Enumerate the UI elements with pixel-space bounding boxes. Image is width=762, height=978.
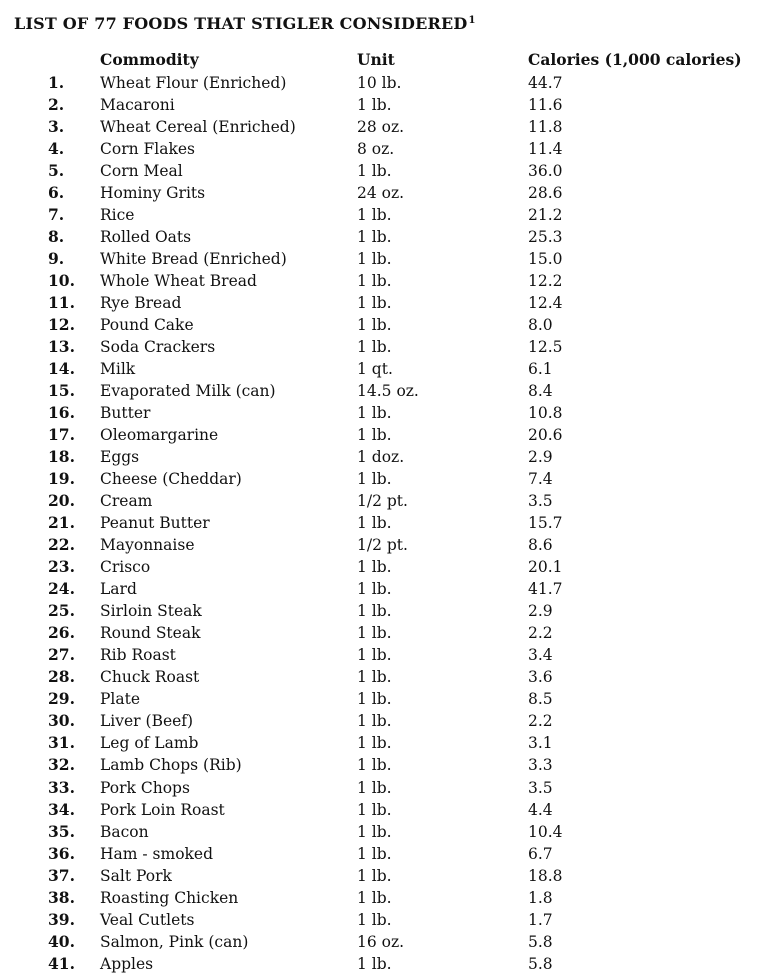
calories-cell: 6.7 [528,844,553,863]
commodity-cell: Macaroni [100,96,175,115]
unit-cell: 1 doz. [357,448,405,467]
table-row [0,821,762,843]
row-number: 33. [48,777,75,797]
commodity-cell: Chuck Roast [100,668,200,687]
calories-cell: 11.4 [528,140,563,159]
table-row [0,754,762,776]
commodity-cell: Rye Bread [100,294,182,313]
commodity-cell: Pork Chops [100,778,190,797]
commodity-cell: Cheese (Cheddar) [100,470,242,489]
table-row [0,644,762,666]
calories-cell: 3.6 [528,668,553,687]
row-number: 8. [48,227,65,247]
row-number: 11. [48,293,75,313]
unit-cell: 14.5 oz. [357,382,419,401]
row-number: 39. [48,909,75,929]
unit-cell: 1 lb. [357,734,392,753]
calories-cell: 10.4 [528,822,563,841]
row-number: 24. [48,579,75,599]
row-number: 6. [48,183,65,203]
unit-cell: 10 lb. [357,74,402,92]
calories-cell: 12.2 [528,272,563,291]
row-number: 28. [48,667,75,687]
commodity-cell: Rice [100,206,135,225]
calories-cell: 1.7 [528,910,553,929]
commodity-cell: Corn Meal [100,162,183,181]
table-row [0,843,762,865]
row-number: 25. [48,601,75,621]
calories-cell: 3.3 [528,756,553,775]
unit-cell: 1 lb. [357,888,392,907]
unit-cell: 1 lb. [357,96,392,115]
commodity-cell: Wheat Flour (Enriched) [100,74,287,92]
commodity-cell: Roasting Chicken [100,888,239,907]
commodity-cell: Apples [100,954,154,973]
unit-cell: 1/2 pt. [357,536,408,555]
unit-cell: 8 oz. [357,140,395,159]
calories-cell: 2.2 [528,624,553,643]
row-number: 16. [48,403,75,423]
table-row [0,732,762,754]
table-row [0,270,762,292]
commodity-cell: Butter [100,404,151,423]
unit-cell: 1 lb. [357,558,392,577]
unit-cell: 1 lb. [357,690,392,709]
calories-cell: 21.2 [528,206,563,225]
unit-cell: 1 lb. [357,250,392,269]
unit-cell: 1 lb. [357,404,392,423]
commodity-cell: Wheat Cereal (Enriched) [100,118,296,137]
commodity-cell: Eggs [100,448,140,467]
unit-cell: 24 oz. [357,184,405,203]
commodity-cell: Lamb Chops (Rib) [100,756,242,775]
calories-cell: 2.9 [528,448,553,467]
commodity-cell: Rib Roast [100,646,176,665]
unit-cell: 1 lb. [357,470,392,489]
row-number: 34. [48,799,75,819]
row-number: 36. [48,843,75,863]
unit-cell: 1 lb. [357,316,392,335]
calories-cell: 5.8 [528,954,553,973]
commodity-cell: Crisco [100,558,151,577]
calories-cell: 41.7 [528,580,563,599]
commodity-cell: Whole Wheat Bread [100,272,257,291]
commodity-cell: Veal Cutlets [100,910,195,929]
unit-cell: 1 lb. [357,162,392,181]
header-calories: Calories (1,000 calories) [528,50,742,69]
commodity-cell: Salt Pork [100,866,172,885]
commodity-cell: Cream [100,492,153,511]
row-number: 7. [48,205,65,225]
commodity-cell: Sirloin Steak [100,602,202,621]
row-number: 14. [48,359,75,379]
calories-cell: 8.5 [528,690,553,709]
calories-cell: 36.0 [528,162,563,181]
calories-cell: 8.0 [528,316,553,335]
table-row [0,799,762,821]
commodity-cell: Bacon [100,822,149,841]
calories-cell: 15.0 [528,250,563,269]
row-number: 21. [48,513,75,533]
row-number: 3. [48,117,65,137]
unit-cell: 1 lb. [357,426,392,445]
unit-cell: 1 lb. [357,712,392,731]
commodity-cell: Pound Cake [100,316,194,335]
table-row [0,622,762,644]
row-number: 18. [48,447,75,467]
table-row [0,182,762,204]
row-number: 5. [48,161,65,181]
table-row [0,688,762,710]
commodity-cell: Milk [100,360,136,379]
table-row [0,358,762,380]
row-number: 10. [48,271,75,291]
food-table [0,72,762,975]
commodity-cell: Ham - smoked [100,844,214,863]
calories-cell: 18.8 [528,866,563,885]
calories-cell: 2.9 [528,602,553,621]
commodity-cell: Round Steak [100,624,201,643]
table-row [0,512,762,534]
row-number: 13. [48,337,75,357]
unit-cell: 16 oz. [357,932,405,951]
table-row [0,777,762,799]
document-title [14,14,476,33]
row-number: 30. [48,711,75,731]
unit-cell: 1 lb. [357,624,392,643]
commodity-cell: Peanut Butter [100,514,210,533]
row-number: 12. [48,315,75,335]
row-number: 1. [48,73,65,92]
commodity-cell: Leg of Lamb [100,734,199,753]
row-number: 37. [48,865,75,885]
row-number: 23. [48,557,75,577]
calories-cell: 11.8 [528,118,563,137]
table-row [0,490,762,512]
commodity-cell: Corn Flakes [100,140,195,159]
calories-cell: 4.4 [528,800,553,819]
unit-cell: 1 lb. [357,206,392,225]
unit-cell: 1 lb. [357,338,392,357]
calories-cell: 28.6 [528,184,563,203]
table-row [0,953,762,975]
table-row [0,865,762,887]
unit-cell: 28 oz. [357,118,405,137]
unit-cell: 1 lb. [357,602,392,621]
calories-cell: 5.8 [528,932,553,951]
calories-cell: 3.4 [528,646,553,665]
commodity-cell: Plate [100,690,141,709]
row-number: 9. [48,249,65,269]
table-row [0,336,762,358]
unit-cell: 1 lb. [357,294,392,313]
unit-cell: 1 lb. [357,778,392,797]
unit-cell: 1 lb. [357,228,392,247]
calories-cell: 20.6 [528,426,563,445]
table-row [0,909,762,931]
unit-cell: 1 lb. [357,910,392,929]
calories-cell: 6.1 [528,360,553,379]
calories-cell: 20.1 [528,558,563,577]
row-number: 35. [48,821,75,841]
row-number: 38. [48,887,75,907]
row-number: 20. [48,491,75,511]
commodity-cell: Pork Loin Roast [100,800,225,819]
row-number: 27. [48,645,75,665]
unit-cell: 1 qt. [357,360,393,379]
table-row [0,600,762,622]
calories-cell: 2.2 [528,712,553,731]
title-footnote-marker: 1 [468,15,476,26]
unit-cell: 1 lb. [357,822,392,841]
unit-cell: 1 lb. [357,756,392,775]
row-number: 22. [48,535,75,555]
unit-cell: 1 lb. [357,844,392,863]
row-number: 32. [48,755,75,775]
calories-cell: 3.5 [528,778,553,797]
table-row [0,292,762,314]
commodity-cell: Liver (Beef) [100,712,194,731]
commodity-cell: White Bread (Enriched) [100,250,287,269]
table-row [0,160,762,182]
table-row [0,666,762,688]
table-row [0,578,762,600]
table-row [0,931,762,953]
table-row [0,402,762,424]
commodity-cell: Mayonnaise [100,536,195,555]
calories-cell: 12.5 [528,338,563,357]
unit-cell: 1 lb. [357,668,392,687]
calories-cell: 25.3 [528,228,563,247]
table-row [0,534,762,556]
table-row [0,887,762,909]
commodity-cell: Evaporated Milk (can) [100,382,276,401]
row-number: 4. [48,139,65,159]
calories-cell: 11.6 [528,96,563,115]
unit-cell: 1/2 pt. [357,492,408,511]
row-number: 40. [48,931,75,951]
table-row [0,94,762,116]
unit-cell: 1 lb. [357,866,392,885]
row-number: 19. [48,469,75,489]
commodity-cell: Lard [100,580,137,599]
commodity-cell: Soda Crackers [100,338,216,357]
calories-cell: 8.4 [528,382,553,401]
unit-cell: 1 lb. [357,646,392,665]
calories-cell: 7.4 [528,470,553,489]
unit-cell: 1 lb. [357,272,392,291]
calories-cell: 3.1 [528,734,553,753]
unit-cell: 1 lb. [357,514,392,533]
header-commodity: Commodity [100,50,199,69]
calories-cell: 3.5 [528,492,553,511]
table-row [0,116,762,138]
table-row [0,380,762,402]
commodity-cell: Hominy Grits [100,184,206,203]
calories-cell: 10.8 [528,404,563,423]
calories-cell: 8.6 [528,536,553,555]
table-row [0,556,762,578]
calories-cell: 1.8 [528,888,553,907]
row-number: 29. [48,689,75,709]
unit-cell: 1 lb. [357,580,392,599]
table-row [0,424,762,446]
commodity-cell: Salmon, Pink (can) [100,932,249,951]
title-text: LIST OF 77 FOODS THAT STIGLER CONSIDERED [14,14,468,33]
calories-cell: 15.7 [528,514,563,533]
commodity-cell: Oleomargarine [100,426,219,445]
header-unit: Unit [357,50,395,69]
table-row [0,446,762,468]
table-row [0,204,762,226]
row-number: 31. [48,733,75,753]
row-number: 17. [48,425,75,445]
table-row [0,138,762,160]
row-number: 41. [48,953,75,973]
unit-cell: 1 lb. [357,954,392,973]
table-row [0,468,762,490]
calories-cell: 12.4 [528,294,563,313]
table-row [0,226,762,248]
row-number: 26. [48,623,75,643]
calories-cell: 44.7 [528,74,563,92]
row-number: 15. [48,381,75,401]
row-number: 2. [48,95,65,115]
table-row [0,314,762,336]
table-row [0,710,762,732]
unit-cell: 1 lb. [357,800,392,819]
commodity-cell: Rolled Oats [100,228,192,247]
table-row [0,72,762,94]
table-row [0,248,762,270]
